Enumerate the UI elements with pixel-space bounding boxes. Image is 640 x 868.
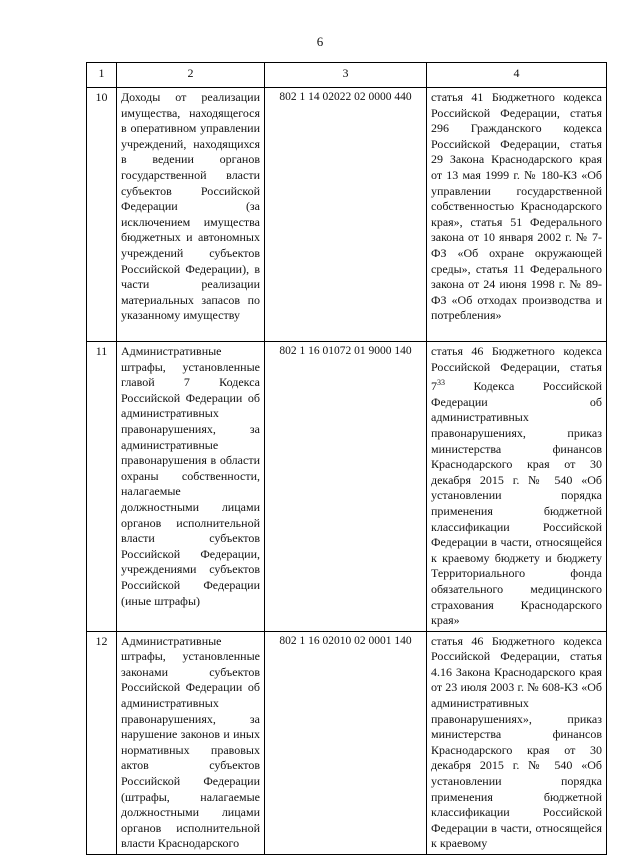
legal-basis: статья 41 Бюджетного кодекса Российской Федерации, статья 296 Гражданского кодекса Российской Федерации, статья 29 Закона Краснодарского края от 13 мая 1999 г. № 180-КЗ «Об управлении государственной собственностью Краснодарского края», статья 51 Федерального закона от 10 января 2002 г. № 7-ФЗ «Об охране окружающей среды», статья 11 Федерального закона от 24 июня 1998 г. № 89-ФЗ «Об отходах производства и потребления» bbox=[427, 88, 607, 342]
article-superscript: 33 bbox=[437, 378, 445, 388]
legal-basis-part: статья 46 Бюджетного кодекса Российской Федерации, статья 7 bbox=[431, 344, 602, 394]
table-row bbox=[87, 342, 607, 632]
header-col-3: 3 bbox=[265, 63, 427, 88]
revenue-sources-table bbox=[86, 62, 607, 855]
page-number: 6 bbox=[316, 34, 324, 49]
row-number: 11 bbox=[87, 342, 117, 632]
table-header-row bbox=[87, 63, 607, 88]
budget-code: 802 1 16 01072 01 9000 140 bbox=[265, 342, 427, 632]
header-col-1: 1 bbox=[87, 63, 117, 88]
table-row bbox=[87, 631, 607, 854]
budget-code: 802 1 16 02010 02 0001 140 bbox=[265, 631, 427, 854]
table-row bbox=[87, 88, 607, 342]
row-number: 12 bbox=[87, 631, 117, 854]
revenue-name: Доходы от реализации имущества, находящегося в оперативном управлении учреждений, находящихся в ведении органов государственной власти субъектов Российской Федерации (за исключением имущества бюджетных и автономных учреждений субъектов Российской Федерации), в части реализации материальных запасов по указанному имуществу bbox=[117, 88, 265, 342]
header-col-4: 4 bbox=[427, 63, 607, 88]
legal-basis bbox=[427, 342, 607, 632]
revenue-name: Административные штрафы, установленные законами субъектов Российской Федерации об административных правонарушениях, за нарушение законов и иных нормативных правовых актов субъектов Российской Федерации (штрафы, налагаемые должностными лицами органов исполнительной власти Краснодарского bbox=[117, 631, 265, 854]
legal-basis-part: Кодекса Российской Федерации об административных правонарушениях, приказ министерства финансов Краснодарского края от 30 декабря 2015 г. № 540 «Об установлении порядка применения бюджетной классификации Российской Федерации в части, относящейся к краевому бюджету и бюджету Территориального фонда обязательного медицинского страхования Краснодарского края» bbox=[431, 379, 602, 628]
legal-basis: статья 46 Бюджетного кодекса Российской Федерации, статья 4.16 Закона Краснодарского края от 23 июля 2003 г. № 608-КЗ «Об административных правонарушениях», приказ министерства финансов Краснодарского края от 30 декабря 2015 г. № 540 «Об установлении порядка применения бюджетной классификации Российской Федерации в части, относящейся к краевому bbox=[427, 631, 607, 854]
header-col-2: 2 bbox=[117, 63, 265, 88]
row-number: 10 bbox=[87, 88, 117, 342]
revenue-name: Административные штрафы, установленные главой 7 Кодекса Российской Федерации об административных правонарушениях, за административные правонарушения в области охраны собственности, налагаемые должностными лицами органов исполнительной власти субъектов Российской Федерации, учреждениями субъектов Российской Федерации (иные штрафы) bbox=[117, 342, 265, 632]
budget-code: 802 1 14 02022 02 0000 440 bbox=[265, 88, 427, 342]
